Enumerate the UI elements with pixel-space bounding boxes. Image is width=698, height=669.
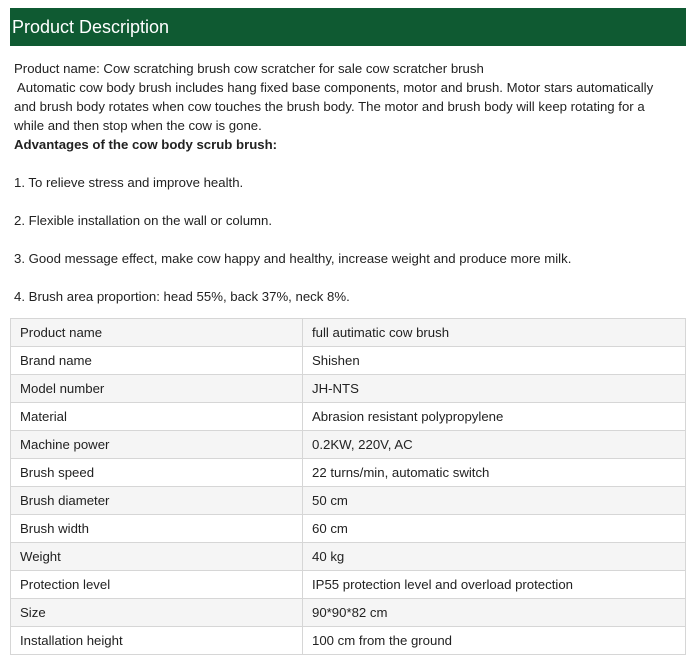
table-row — [11, 431, 686, 459]
spec-label: Brush width — [11, 515, 303, 543]
spec-value: IP55 protection level and overload protection — [303, 571, 686, 599]
intro-line: while and then stop when the cow is gone. — [14, 118, 262, 133]
spec-value: 100 cm from the ground — [303, 627, 686, 655]
advantage-item: 2. Flexible installation on the wall or column. — [14, 213, 273, 228]
spec-value: 40 kg — [303, 543, 686, 571]
table-row — [11, 487, 686, 515]
spec-label: Machine power — [11, 431, 303, 459]
intro-line: and brush body rotates when cow touches the brush body. The motor and brush body will keep rotating for a — [14, 99, 645, 114]
spec-table — [10, 318, 686, 655]
table-row — [11, 543, 686, 571]
spec-value: Shishen — [303, 347, 686, 375]
spec-value: 90*90*82 cm — [303, 599, 686, 627]
table-row — [11, 347, 686, 375]
table-row — [11, 599, 686, 627]
table-row — [11, 627, 686, 655]
spec-value: JH-NTS — [303, 375, 686, 403]
advantage-item: 4. Brush area proportion: head 55%, back 37%, neck 8%. — [14, 289, 350, 304]
advantage-item: 3. Good message effect, make cow happy and healthy, increase weight and produce more milk. — [14, 251, 572, 266]
section-header — [10, 8, 686, 46]
table-row — [11, 515, 686, 543]
spec-label: Brand name — [11, 347, 303, 375]
spec-value: 22 turns/min, automatic switch — [303, 459, 686, 487]
spec-label: Size — [11, 599, 303, 627]
spec-label: Material — [11, 403, 303, 431]
product-name-line: Product name: Cow scratching brush cow scratcher for sale cow scratcher brush — [14, 61, 484, 76]
spec-label: Product name — [11, 319, 303, 347]
advantage-item: 1. To relieve stress and improve health. — [14, 175, 244, 190]
table-row — [11, 319, 686, 347]
intro-line: Automatic cow body brush includes hang fixed base components, motor and brush. Motor stars automatically — [14, 80, 654, 95]
spec-value: 0.2KW, 220V, AC — [303, 431, 686, 459]
advantages-heading: Advantages of the cow body scrub brush: — [14, 137, 278, 152]
spec-label: Model number — [11, 375, 303, 403]
section-title: Product Description — [12, 16, 170, 37]
spec-label: Weight — [11, 543, 303, 571]
spec-value: full autimatic cow brush — [303, 319, 686, 347]
spec-value: 60 cm — [303, 515, 686, 543]
spec-label: Brush diameter — [11, 487, 303, 515]
product-description — [14, 59, 690, 306]
spec-label: Protection level — [11, 571, 303, 599]
spec-value: Abrasion resistant polypropylene — [303, 403, 686, 431]
table-row — [11, 403, 686, 431]
table-row — [11, 459, 686, 487]
spec-label: Brush speed — [11, 459, 303, 487]
spec-value: 50 cm — [303, 487, 686, 515]
spec-label: Installation height — [11, 627, 303, 655]
table-row — [11, 571, 686, 599]
table-row — [11, 375, 686, 403]
